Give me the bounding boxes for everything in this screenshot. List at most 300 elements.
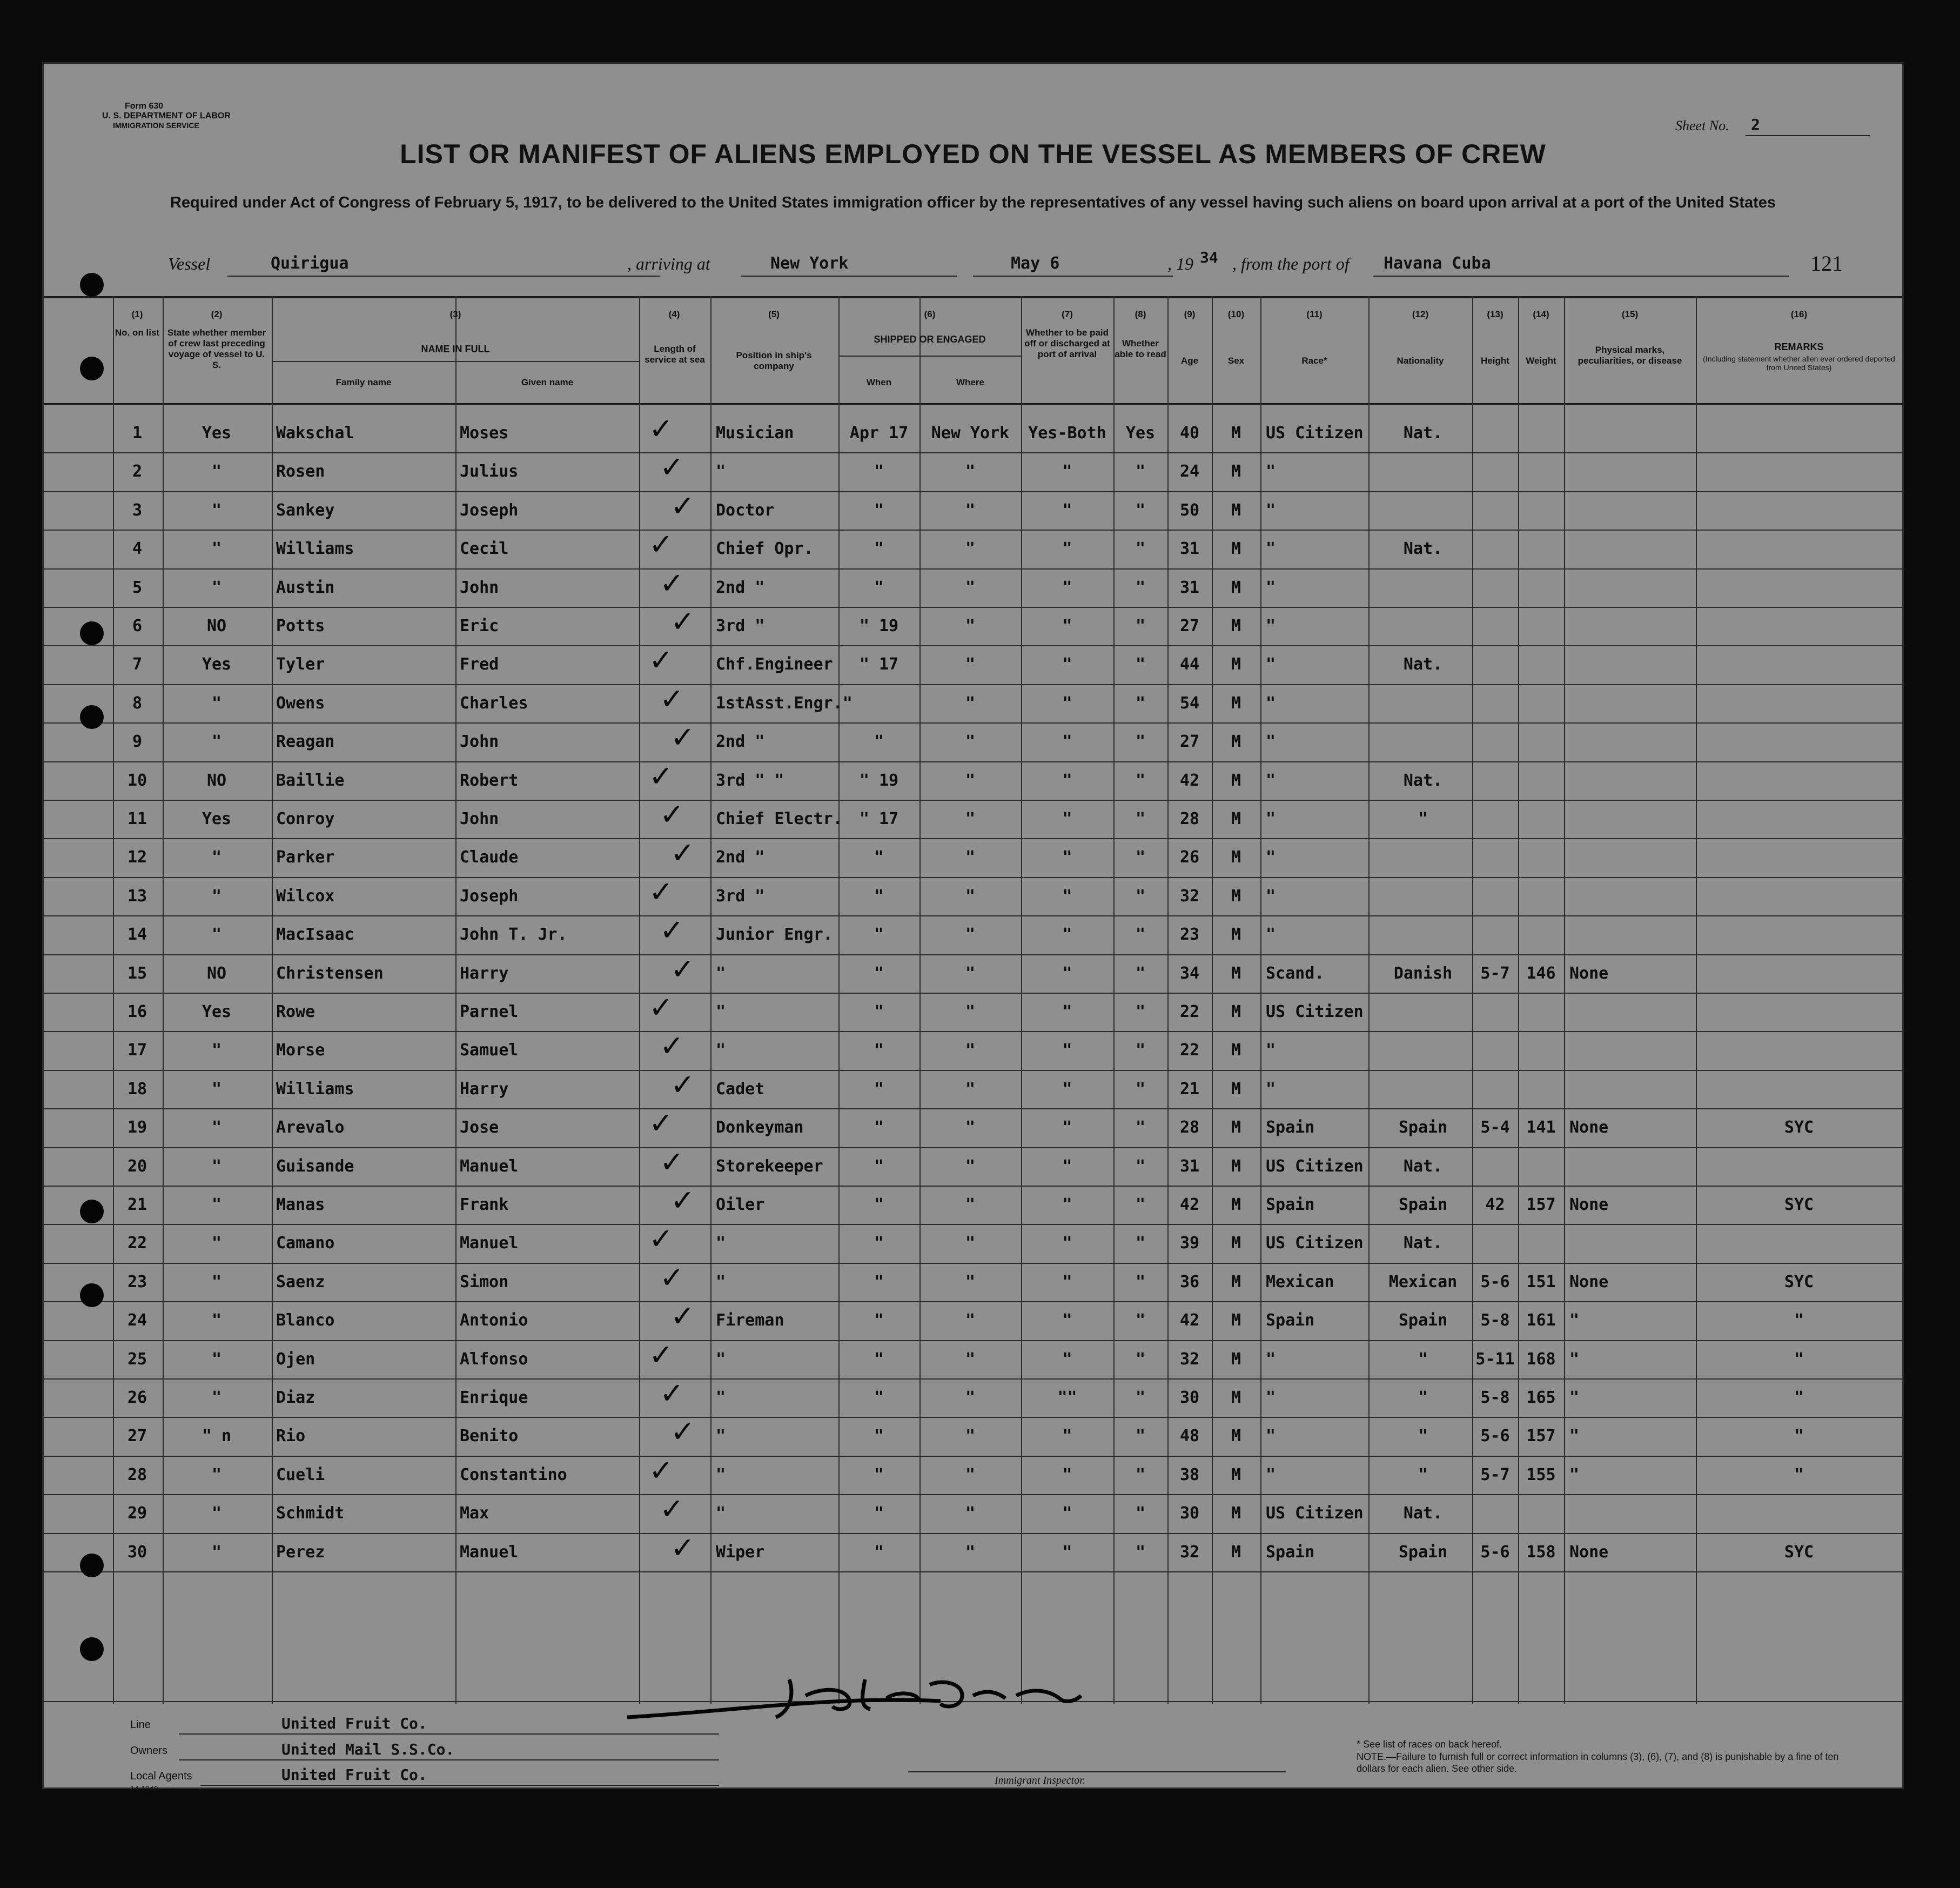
cell-age: 54: [1179, 693, 1200, 713]
cell-given: Harry: [460, 1079, 509, 1099]
cell-prev: ": [211, 886, 222, 906]
cell-age: 48: [1179, 1427, 1200, 1446]
cell-n: 3: [132, 500, 143, 520]
cell-given: Simon: [460, 1272, 509, 1291]
cell-weight: [1518, 838, 1564, 876]
cell-remarks: ": [1794, 1465, 1804, 1484]
cell-when: ": [874, 1388, 884, 1407]
cell-given: Eric: [460, 617, 499, 635]
cell-prev: ": [211, 578, 222, 597]
table-row: [44, 645, 1902, 684]
cell-where: ": [965, 886, 976, 906]
cell-paid: ": [1062, 809, 1072, 828]
cell-read: ": [1135, 1504, 1146, 1523]
cell-where: ": [965, 500, 976, 520]
cell-given: Fred: [460, 655, 499, 674]
cell-paid: ": [1062, 1504, 1072, 1523]
cell-given: Cecil: [460, 539, 509, 559]
cell-given: Alfonso: [460, 1349, 528, 1369]
cell-family: Williams: [276, 539, 354, 559]
cell-read: ": [1135, 1311, 1146, 1330]
cell-prev: NO: [206, 963, 227, 983]
cell-age: 22: [1179, 1041, 1200, 1060]
check-mark: ✓: [660, 566, 684, 600]
cell-marks: ": [1569, 1427, 1580, 1446]
cell-read: ": [1135, 1156, 1146, 1176]
cell-weight: 165: [1526, 1388, 1556, 1407]
cell-age: 44: [1179, 655, 1200, 674]
table-row: [44, 1260, 1902, 1301]
cell-age: 28: [1179, 1118, 1200, 1137]
table-row: [44, 1108, 1902, 1147]
cell-nat: Nat.: [1403, 539, 1443, 559]
cell-marks: ": [1569, 1349, 1580, 1369]
cell-age: 31: [1179, 1156, 1200, 1176]
col16-num: (16): [1790, 309, 1808, 319]
cell-marks: None: [1569, 1272, 1609, 1291]
cell-marks: ": [1569, 1465, 1580, 1484]
cell-weight: 161: [1526, 1311, 1556, 1330]
cell-read: ": [1135, 617, 1146, 635]
cell-family: Wakschal: [276, 424, 354, 443]
cell-race: ": [1266, 539, 1276, 559]
cell-n: 8: [132, 693, 143, 713]
cell-sex: M: [1231, 424, 1241, 443]
cell-when: ": [874, 1234, 884, 1253]
cell-weight: [1518, 491, 1564, 530]
cell-when: ": [874, 1002, 884, 1021]
cell-n: 22: [127, 1234, 147, 1253]
binder-hole: [80, 1283, 104, 1307]
arrival-date: May 6: [1011, 254, 1060, 273]
cell-nat: Spain: [1398, 1118, 1448, 1137]
check-mark: ✓: [649, 527, 674, 562]
cell-n: 10: [127, 771, 147, 790]
cell-given: Frank: [460, 1195, 509, 1214]
cell-height: 5-8: [1480, 1311, 1510, 1330]
cell-nat: [1374, 491, 1472, 530]
cell-remarks: [1696, 800, 1902, 838]
cell-prev: ": [211, 1349, 222, 1369]
cell-weight: [1518, 761, 1564, 800]
check-mark: ✓: [649, 643, 674, 678]
manifest-subtitle: Required under Act of Congress of February 5, 1917, to be delivered to the United States immigration officer by the representatives of any vessel having such aliens on board upon arrival at a port of the United States: [170, 194, 1776, 211]
cell-remarks: [1696, 838, 1902, 876]
cell-nat: [1374, 568, 1472, 607]
cell-weight: [1518, 607, 1564, 645]
cell-height: [1472, 993, 1518, 1031]
cell-given: Manuel: [460, 1542, 519, 1562]
cell-family: Williams: [276, 1079, 354, 1099]
cell-where: ": [965, 1504, 976, 1523]
cell-where: ": [965, 732, 976, 752]
cell-nat: Danish: [1393, 963, 1453, 983]
cell-paid: ": [1062, 1118, 1072, 1137]
check-mark: ✓: [660, 1376, 684, 1410]
cell-when: ": [874, 1118, 884, 1137]
cell-marks: [1569, 800, 1696, 838]
cell-marks: [1569, 607, 1696, 645]
cell-marks: [1569, 1224, 1696, 1262]
cell-n: 9: [132, 732, 143, 752]
cell-age: 42: [1179, 1311, 1200, 1330]
cell-family: Morse: [276, 1041, 325, 1060]
cell-read: ": [1135, 1079, 1146, 1099]
check-mark: ✓: [649, 1453, 674, 1488]
cell-nat: Nat.: [1403, 771, 1443, 790]
cell-family: Cueli: [276, 1465, 325, 1484]
cell-family: Tyler: [276, 655, 325, 674]
cell-where: ": [965, 809, 976, 828]
table-row: [44, 761, 1902, 800]
cell-when: ": [874, 1311, 884, 1330]
cell-where: ": [965, 1079, 976, 1099]
cell-position: 2nd ": [716, 732, 765, 752]
cell-where: ": [965, 578, 976, 597]
cell-nat: [1374, 1031, 1472, 1069]
cell-n: 7: [132, 655, 143, 674]
cell-remarks: SYC: [1784, 1118, 1814, 1137]
penalty-note: NOTE.—Failure to furnish full or correct information in columns (3), (6), (7), and (8) is punishable by a fine of ten dollars for each alien. See other side.: [1357, 1751, 1839, 1774]
cell-family: Baillie: [276, 771, 345, 790]
cell-remarks: ": [1794, 1349, 1804, 1369]
cell-prev: ": [211, 1542, 222, 1562]
cell-marks: [1569, 491, 1696, 530]
cell-given: Claude: [460, 848, 519, 867]
col14-header: Weight: [1526, 356, 1556, 366]
cell-height: 5-6: [1480, 1427, 1510, 1446]
check-mark: ✓: [670, 1530, 695, 1565]
col10-header: Sex: [1227, 356, 1245, 366]
binder-hole: [80, 1637, 104, 1661]
cell-when: ": [874, 963, 884, 983]
cell-when: Apr 17: [849, 424, 909, 443]
col15-num: (15): [1621, 309, 1639, 319]
cell-remarks: [1696, 1494, 1902, 1532]
cell-n: 29: [127, 1504, 147, 1523]
cell-sex: M: [1231, 886, 1241, 906]
table-row: [44, 1494, 1902, 1532]
cell-nat: [1374, 607, 1472, 645]
cell-height: [1472, 1031, 1518, 1069]
cell-prev: ": [211, 1504, 222, 1523]
cell-remarks: ": [1794, 1311, 1804, 1330]
cell-weight: 155: [1526, 1465, 1556, 1484]
cell-weight: [1518, 414, 1564, 452]
cell-paid: ": [1062, 1542, 1072, 1562]
col15-header: Physical marks, peculiarities, or disease: [1578, 345, 1682, 366]
cell-family: Rosen: [276, 462, 325, 481]
col16-subheader: (Including statement whether alien ever ordered deported from United States): [1703, 354, 1895, 372]
cell-where: ": [965, 693, 976, 713]
cell-family: Rio: [276, 1427, 306, 1446]
cell-paid: ": [1062, 1311, 1072, 1330]
cell-sex: M: [1231, 1427, 1241, 1446]
cell-prev: ": [211, 1311, 222, 1330]
col5-header: Position in ship's company: [736, 350, 812, 371]
cell-age: 32: [1179, 886, 1200, 906]
col7-header: Whether to be paid off or discharged at port of arrival: [1024, 327, 1110, 359]
cell-position: Musician: [716, 424, 794, 443]
cell-age: 27: [1179, 617, 1200, 635]
cell-n: 14: [127, 925, 147, 945]
check-mark: ✓: [670, 488, 695, 523]
cell-age: 38: [1179, 1465, 1200, 1484]
sheet-label: Sheet No.: [1675, 118, 1729, 133]
cell-n: 30: [127, 1542, 147, 1562]
cell-marks: None: [1569, 1118, 1609, 1137]
cell-when: ": [874, 1272, 884, 1291]
cell-remarks: [1696, 414, 1902, 452]
col12-num: (12): [1412, 309, 1429, 319]
cell-sex: M: [1231, 1234, 1241, 1253]
sheet-number: 2: [1751, 116, 1760, 133]
cell-prev: ": [211, 1272, 222, 1291]
cell-nat: ": [1418, 1427, 1428, 1446]
cell-where: ": [965, 1349, 976, 1369]
cell-age: 26: [1179, 848, 1200, 867]
cell-family: Ojen: [276, 1349, 316, 1369]
cell-when: ": [874, 1195, 884, 1214]
cell-race: Spain: [1266, 1195, 1315, 1214]
cell-position: 2nd ": [716, 578, 765, 597]
table-row: [44, 722, 1902, 761]
cell-marks: [1569, 838, 1696, 876]
cell-weight: [1518, 1494, 1564, 1532]
cell-prev: ": [211, 1118, 222, 1137]
cell-given: Antonio: [460, 1311, 528, 1330]
cell-when: ": [874, 578, 884, 597]
cell-weight: [1518, 800, 1564, 838]
cell-remarks: [1696, 761, 1902, 800]
cell-age: 32: [1179, 1349, 1200, 1369]
cell-sex: M: [1231, 462, 1241, 481]
cell-family: Saenz: [276, 1272, 325, 1291]
cell-position: ": [716, 1465, 726, 1484]
check-mark: ✓: [670, 836, 695, 871]
cell-weight: 146: [1526, 963, 1556, 983]
cell-weight: [1518, 1031, 1564, 1069]
cell-height: [1472, 722, 1518, 761]
cell-height: [1472, 684, 1518, 722]
cell-where: ": [965, 1041, 976, 1060]
cell-marks: [1569, 645, 1696, 684]
col11-num: (11): [1306, 309, 1323, 319]
cell-n: 27: [127, 1427, 147, 1446]
cell-sex: M: [1231, 1311, 1241, 1330]
cell-n: 16: [127, 1002, 147, 1021]
cell-paid: ": [1062, 886, 1072, 906]
cell-when: " 19: [859, 771, 899, 790]
cell-sex: M: [1231, 1195, 1241, 1214]
cell-remarks: [1696, 684, 1902, 722]
cell-prev: ": [211, 462, 222, 481]
cell-race: ": [1266, 732, 1276, 752]
cell-when: ": [874, 539, 884, 559]
cell-marks: [1569, 915, 1696, 954]
cell-where: ": [965, 1156, 976, 1176]
cell-family: Perez: [276, 1542, 325, 1562]
cell-race: ": [1266, 1349, 1276, 1369]
cell-remarks: ": [1794, 1427, 1804, 1446]
cell-read: ": [1135, 500, 1146, 520]
check-mark: ✓: [649, 759, 674, 793]
cell-height: [1472, 1147, 1518, 1186]
cell-n: 4: [132, 539, 143, 559]
binder-hole: [80, 1200, 104, 1223]
arriving-port: New York: [770, 254, 849, 273]
col7-num: (7): [1062, 309, 1073, 319]
check-mark: ✓: [660, 1260, 684, 1295]
cell-sex: M: [1231, 500, 1241, 520]
stamp-number: 121: [1810, 251, 1843, 276]
cell-position: ": [716, 1388, 726, 1407]
table-row: [44, 607, 1902, 645]
cell-n: 18: [127, 1079, 147, 1099]
check-mark: ✓: [660, 913, 684, 948]
table-row: [44, 993, 1902, 1031]
cell-prev: Yes: [202, 655, 232, 674]
cell-read: ": [1135, 655, 1146, 674]
cell-when: ": [874, 925, 884, 945]
cell-remarks: ": [1794, 1388, 1804, 1407]
cell-paid: ": [1062, 1465, 1072, 1484]
cell-marks: [1569, 993, 1696, 1031]
department: U. S. DEPARTMENT OF LABOR: [102, 111, 231, 120]
cell-remarks: SYC: [1784, 1195, 1814, 1214]
cell-marks: ": [1569, 1311, 1580, 1330]
service: IMMIGRATION SERVICE: [113, 121, 199, 130]
cell-weight: 157: [1526, 1427, 1556, 1446]
cell-given: Constantino: [460, 1465, 567, 1484]
table-row: [44, 1530, 1902, 1571]
cell-position: 1stAsst.Engr.": [716, 693, 853, 713]
cell-position: ": [716, 1272, 726, 1291]
cell-position: Chief Opr.: [716, 539, 814, 559]
cell-prev: ": [211, 732, 222, 752]
cell-sex: M: [1231, 1542, 1241, 1562]
cell-age: 42: [1179, 1195, 1200, 1214]
binder-hole: [80, 1554, 104, 1577]
cell-position: ": [716, 1427, 726, 1446]
table-row: [44, 452, 1902, 491]
cell-read: ": [1135, 886, 1146, 906]
cell-where: ": [965, 1002, 976, 1021]
cell-race: ": [1266, 925, 1276, 945]
cell-when: ": [874, 1465, 884, 1484]
agents-value: United Fruit Co.: [281, 1766, 427, 1784]
cell-paid: ": [1062, 500, 1072, 520]
cell-weight: [1518, 1147, 1564, 1186]
cell-read: ": [1135, 809, 1146, 828]
cell-n: 5: [132, 578, 143, 597]
cell-read: ": [1135, 1002, 1146, 1021]
cell-weight: [1518, 1070, 1564, 1108]
cell-weight: 158: [1526, 1542, 1556, 1562]
cell-sex: M: [1231, 1272, 1241, 1291]
cell-remarks: [1696, 607, 1902, 645]
cell-age: 32: [1179, 1542, 1200, 1562]
cell-paid: ": [1062, 693, 1072, 713]
cell-remarks: [1696, 491, 1902, 530]
cell-when: ": [874, 462, 884, 481]
cell-remarks: [1696, 1147, 1902, 1186]
table-row: [44, 1224, 1902, 1262]
check-mark: ✓: [660, 1144, 684, 1179]
cell-family: Potts: [276, 617, 325, 635]
cell-family: Camano: [276, 1234, 335, 1253]
binder-hole: [80, 621, 104, 645]
cell-when: ": [874, 732, 884, 752]
cell-n: 25: [127, 1349, 147, 1369]
cell-given: Moses: [460, 424, 509, 443]
col6-header: SHIPPED OR ENGAGED: [874, 334, 986, 345]
cell-nat: [1374, 1070, 1472, 1108]
check-mark: ✓: [660, 1492, 684, 1527]
cell-sex: M: [1231, 1349, 1241, 1369]
check-mark: ✓: [670, 1415, 695, 1449]
table-row: [44, 1453, 1902, 1494]
col3-num: (3): [449, 309, 461, 319]
cell-where: ": [965, 1388, 976, 1407]
cell-read: ": [1135, 1427, 1146, 1446]
cell-read: ": [1135, 848, 1146, 867]
cell-read: ": [1135, 1195, 1146, 1214]
arriving-label: , arriving at: [627, 254, 710, 273]
cell-read: ": [1135, 1349, 1146, 1369]
cell-prev: ": [211, 500, 222, 520]
cell-age: 24: [1179, 462, 1200, 481]
owners-label: Owners: [130, 1745, 167, 1757]
cell-marks: [1569, 530, 1696, 568]
cell-height: [1472, 877, 1518, 915]
cell-position: ": [716, 963, 726, 983]
cell-read: ": [1135, 963, 1146, 983]
cell-given: John T. Jr.: [460, 925, 567, 945]
cell-when: " 19: [859, 617, 899, 635]
cell-nat: ": [1418, 1388, 1428, 1407]
cell-given: Charles: [460, 693, 528, 713]
cell-read: ": [1135, 693, 1146, 713]
cell-read: ": [1135, 771, 1146, 790]
cell-age: 22: [1179, 1002, 1200, 1021]
cell-family: Diaz: [276, 1388, 316, 1407]
cell-sex: M: [1231, 1079, 1241, 1099]
manifest-sheet: [42, 62, 1904, 1793]
cell-race: ": [1266, 848, 1276, 867]
cell-race: Scand.: [1266, 963, 1325, 983]
cell-marks: [1569, 1070, 1696, 1108]
cell-where: ": [965, 462, 976, 481]
cell-sex: M: [1231, 732, 1241, 752]
cell-nat: [1374, 877, 1472, 915]
cell-remarks: [1696, 722, 1902, 761]
cell-nat: [1374, 684, 1472, 722]
cell-nat: [1374, 452, 1472, 491]
cell-height: [1472, 761, 1518, 800]
cell-read: ": [1135, 732, 1146, 752]
cell-marks: [1569, 1147, 1696, 1186]
cell-position: 3rd ": [716, 617, 765, 635]
cell-height: [1472, 645, 1518, 684]
cell-read: ": [1135, 1234, 1146, 1253]
cell-n: 21: [127, 1195, 147, 1214]
check-mark: ✓: [670, 1299, 695, 1334]
cell-paid: "": [1057, 1388, 1077, 1407]
cell-given: Julius: [460, 462, 519, 481]
cell-weight: [1518, 452, 1564, 491]
col13-num: (13): [1487, 309, 1503, 319]
